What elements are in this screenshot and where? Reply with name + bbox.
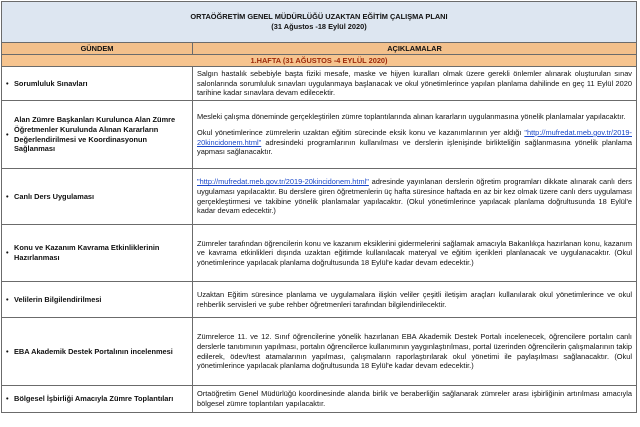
topic-cell <box>2 169 193 225</box>
bullet-icon: • <box>6 294 9 304</box>
topic-text: Canlı Ders Uygulaması <box>14 191 95 201</box>
bullet-icon: • <box>6 191 9 201</box>
description-text: Uzaktan Eğitim süresince planlama ve uygulamalara ilişkin veliler çeşitli iletişim araçları kullanılarak okul yönetimlerince ve okul rehberlik servisleri ve şube rehber öğretmenleri tarafından bilgilendirilecektir. <box>197 289 632 309</box>
table-row <box>2 101 637 169</box>
table-row <box>2 318 637 386</box>
plan-date-range: (31 Ağustos -18 Eylül 2020) <box>271 22 367 31</box>
plan-title: ORTAÖĞRETİM GENEL MÜDÜRLÜĞÜ UZAKTAN EĞİTİM ÇALIŞMA PLANI <box>190 12 448 22</box>
bullet-icon: • <box>6 78 9 88</box>
description-cell <box>193 169 637 225</box>
description-text: Salgın hastalık sebebiyle başta fiziki mesafe, maske ve hijyen kuralları olmak üzere gerekli önlemler alınarak oluşturulan sınav salonlarında sorumluluk sınavları uygulanmaya başlanacak ve okul yönetimlerince yapılan planlama dahilinde en geç 11 Eylül 2020 tarihine kadar sınavlara devam edilecektir. <box>197 69 632 98</box>
curriculum-link[interactable]: "http://mufredat.meb.gov.tr/2019-20kincidonem.html" <box>197 127 632 147</box>
table-row <box>2 169 637 225</box>
topic-text: Konu ve Kazanım Kavrama Etkinliklerinin Hazırlanması <box>14 243 160 262</box>
bullet-icon: • <box>6 346 9 356</box>
topic-text: EBA Akademik Destek Portalının incelenmesi <box>14 346 173 356</box>
curriculum-link[interactable]: "http://mufredat.meb.gov.tr/2019-20kincidonem.html" <box>197 177 369 187</box>
plan-title-cell <box>2 2 637 43</box>
description-text: Zümreler tarafından öğrencilerin konu ve kazanım eksiklerini gidermelerini sağlamak amacıyla Bakanlıkça hazırlanan konu, kazanım ve kavrama etkinlikleri dışında uzaktan eğitimde kullanılacak materyal ve eğitim içerikleri planlanacak ve uygulanacaktır. (Okul yönetimlerince yapılacak planlama doğrultusunda 18 Eylül'e kadar devam edecektir.) <box>197 238 632 267</box>
topic-cell <box>2 318 193 386</box>
description-cell <box>193 101 637 169</box>
table-row <box>2 67 637 101</box>
topic-text: Bölgesel İşbirliği Amacıyla Zümre Toplantıları <box>14 394 174 404</box>
table-row <box>2 386 637 413</box>
description-text: Ortaöğretim Genel Müdürlüğü koordinesinde alanda birlik ve beraberliğin sağlanarak zümreler arası işbirliğinin artırılması amacıyla bölgesel zümre toplantıları yapılacaktır. <box>197 389 632 408</box>
column-header-topic: GÜNDEM <box>2 43 193 55</box>
topic-text: Velilerin Bilgilendirilmesi <box>14 294 102 304</box>
topic-cell <box>2 282 193 318</box>
description-text: adresinde yayınlanan derslerin öğretim programları dikkate alınarak canlı ders uygulaması yapılacaktır. Bu derslere giren öğretmenlerin üç hafta süresince haftada en az bir kez olmak üzere canlı ders uygulaması gerçekleştirmesi ve takibine yönelik planlamalar yapılacaktır. (Okul yönetimlerince yapılacak planlama doğrultusunda 18 Eylül'e kadar devam edecektir.) <box>197 177 632 216</box>
bullet-icon: • <box>6 129 9 139</box>
table-row <box>2 225 637 282</box>
bullet-icon: • <box>6 248 9 258</box>
topic-cell <box>2 101 193 169</box>
topic-cell <box>2 386 193 413</box>
topic-text: Sorumluluk Sınavları <box>14 78 88 88</box>
week-header: 1.HAFTA (31 AĞUSTOS -4 EYLÜL 2020) <box>2 55 637 67</box>
bullet-icon: • <box>6 394 9 404</box>
description-text: Mesleki çalışma döneminde gerçekleştirilen zümre toplantılarında alınan kararların uygulanmasına yönelik planlamalar yapılacaktır. <box>197 112 626 122</box>
topic-cell <box>2 225 193 282</box>
topic-text: Alan Zümre Başkanları Kurulunca Alan Zümre Öğretmenler Kurulunda Alınan Kararların Değerlendirilmesi ve Koordinasyonun Sağlanması <box>14 115 176 154</box>
plan-table <box>1 1 637 413</box>
description-cell <box>193 67 637 101</box>
description-cell <box>193 225 637 282</box>
description-cell <box>193 386 637 413</box>
description-text: Zümrelerce 11. ve 12. Sınıf öğrencilerine yönelik hazırlanan EBA Akademik Destek Portalı incelenecek, öğrencilere portalın canlı derslerle tanıtımının yapılması, portalın öğrencilerce kullanımının yaygınlaştırılması, portal üzerinden öğrencilerin çalışmalarının takip edilerek, ödev/test atamalarının yapılması, çalışmaların raporlaştırılarak okul yönetimi ile paylaşılması sağlanacaktır. (Okul yönetimlerince yapılacak planlama doğrultusunda 18 Eylül'e kadar devam edecektir.) <box>197 332 632 371</box>
topic-cell <box>2 67 193 101</box>
description-cell <box>193 282 637 318</box>
description-text: adresindeki programlarının kullanılması ve derslerin işlenişinde birlikteliğin sağlanmasına yönelik planlama yapması sağlanacaktır. <box>197 137 632 157</box>
description-cell <box>193 318 637 386</box>
table-row <box>2 282 637 318</box>
column-header-description: AÇIKLAMALAR <box>193 43 637 55</box>
description-text: Okul yönetimlerince zümrelerin uzaktan eğitim sürecinde eksik konu ve kazanımlarının yer aldığı <box>197 127 525 137</box>
